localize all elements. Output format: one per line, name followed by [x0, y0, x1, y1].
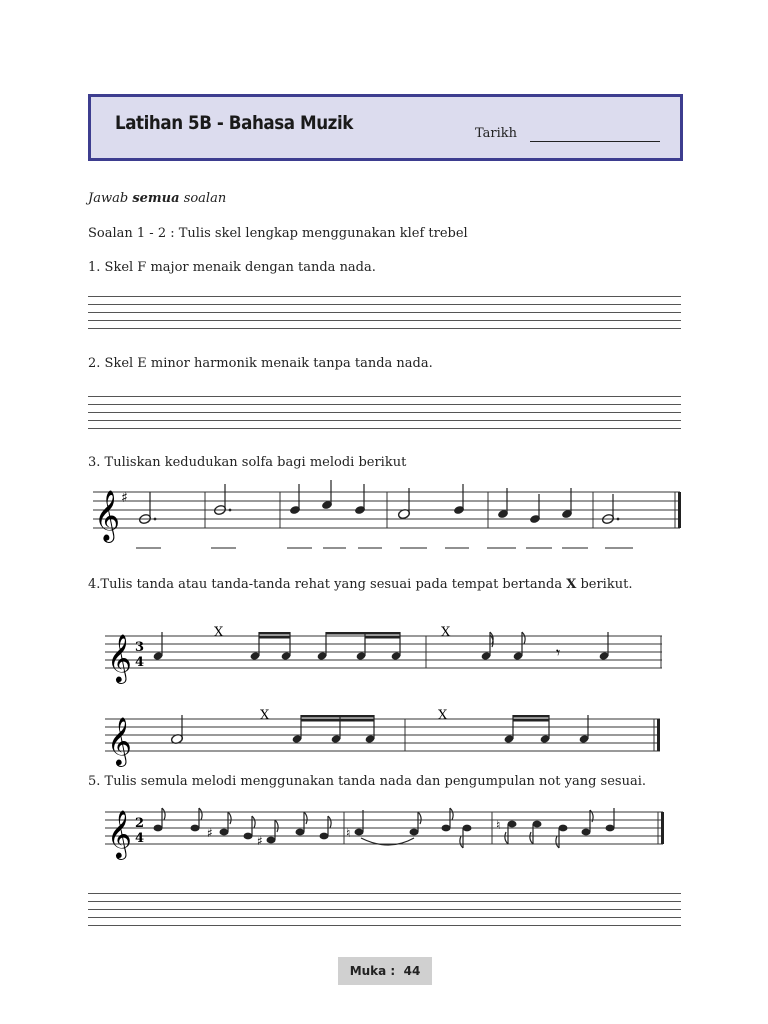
- blank-staff-q1[interactable]: [88, 296, 681, 329]
- rest-marker-x: X: [438, 708, 448, 723]
- page-number-badge: [338, 957, 432, 985]
- time-sig-bottom: 4: [135, 655, 145, 670]
- treble-clef-icon: 𝄞: [94, 490, 121, 541]
- eighth-rest-icon: 𝄾: [556, 643, 561, 662]
- question-4: 4.Tulis tanda atau tanda-tanda rehat yang sesuai pada tempat bertanda X berikut.: [88, 577, 633, 592]
- natural-icon: ♮: [346, 826, 351, 840]
- sharp-icon: ♯: [207, 826, 213, 840]
- rhythm-staff-q4-line1: [100, 620, 680, 690]
- blank-staff-q2[interactable]: [88, 396, 681, 429]
- natural-icon: ♮: [496, 818, 501, 832]
- question-5: 5. Tulis semula melodi menggunakan tanda nada dan pengumpulan not yang sesuai.: [88, 774, 646, 789]
- rhythm-staff-q4-line2: [100, 703, 680, 768]
- rest-marker-x: X: [441, 625, 451, 640]
- time-sig-bottom: 4: [135, 831, 145, 846]
- answer-instruction: Jawab semua soalan: [88, 191, 227, 206]
- date-label: Tarikh: [475, 126, 518, 141]
- question-2: 2. Skel E minor harmonik menaik tanpa tanda nada.: [88, 356, 433, 371]
- section-intro: Soalan 1 - 2 : Tulis skel lengkap menggunakan klef trebel: [88, 226, 468, 241]
- treble-clef-icon: 𝄞: [107, 809, 132, 858]
- melody-staff-q3: [88, 480, 688, 560]
- rest-marker-x: X: [214, 625, 224, 640]
- rest-marker-x: X: [260, 708, 270, 723]
- page-label: Muka :: [349, 964, 396, 978]
- treble-clef-icon: 𝄞: [107, 716, 132, 765]
- time-sig-top: 3: [135, 640, 145, 655]
- question-1: 1. Skel F major menaik dengan tanda nada.: [88, 260, 376, 275]
- time-sig-top: 2: [135, 816, 145, 831]
- sharp-icon: ♯: [121, 490, 128, 506]
- question-3: 3. Tuliskan kedudukan solfa bagi melodi berikut: [88, 455, 407, 470]
- melody-staff-q5: [100, 800, 680, 860]
- treble-clef-icon: 𝄞: [107, 633, 132, 682]
- page-number: 44: [403, 964, 421, 978]
- worksheet-title: Latihan 5B - Bahasa Muzik: [115, 112, 353, 134]
- sharp-icon: ♯: [257, 834, 263, 848]
- blank-staff-q5[interactable]: [88, 893, 681, 926]
- date-blank-line[interactable]: [530, 141, 660, 142]
